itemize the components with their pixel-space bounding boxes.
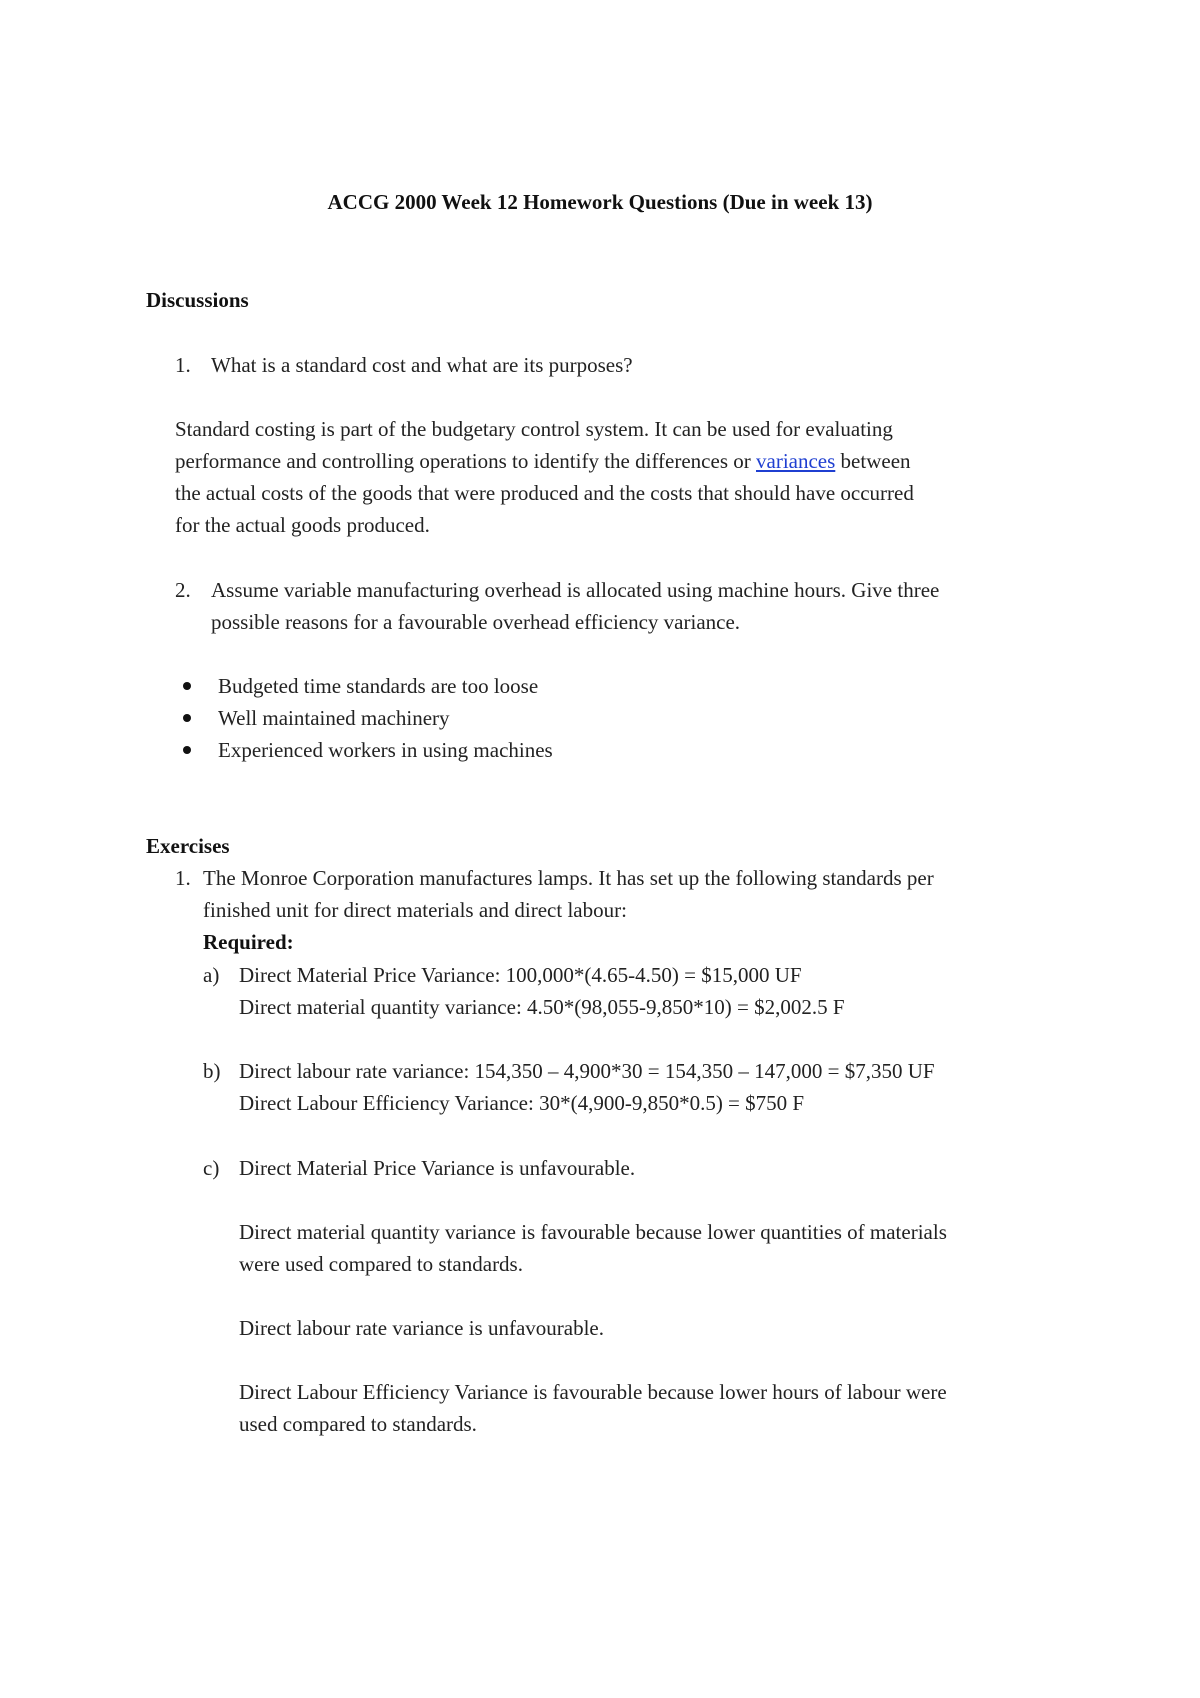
list-item: Experienced workers in using machines [218,738,553,762]
answer-c-line: Direct labour rate variance is unfavourable. [239,1316,604,1340]
required-label: Required: [203,930,294,954]
answer-1-line: Standard costing is part of the budgetary control system. It can be used for evaluating [175,417,893,441]
answer-a-line: Direct material quantity variance: 4.50*(98,055-9,850*10) = $2,002.5 F [239,995,845,1019]
question-2-text: Assume variable manufacturing overhead is allocated using machine hours. Give three [211,578,940,602]
exercise-1-number: 1. [175,866,191,890]
answer-c-line: Direct Labour Efficiency Variance is favourable because lower hours of labour were [239,1380,947,1404]
answer-b-line: Direct Labour Efficiency Variance: 30*(4,900-9,850*0.5) = $750 F [239,1091,805,1115]
question-1-number: 1. [175,353,191,377]
answer-a-label: a) [203,963,220,987]
list-item: Well maintained machinery [218,706,450,730]
answer-1-line: the actual costs of the goods that were produced and the costs that should have occurred [175,481,914,505]
answer-c-line: used compared to standards. [239,1412,477,1436]
question-2-text: possible reasons for a favourable overhead efficiency variance. [211,610,741,634]
page-title: ACCG 2000 Week 12 Homework Questions (Due in week 13) [327,190,873,214]
answer-c-label: c) [203,1156,220,1180]
bullet-icon [183,714,191,722]
answer-a-line: Direct Material Price Variance: 100,000*(4.65-4.50) = $15,000 UF [239,963,802,987]
answer-1-line [175,451,911,472]
bullet-icon [183,746,191,754]
answer-1-line: for the actual goods produced. [175,513,430,537]
discussions-heading: Discussions [146,288,249,312]
variances-link[interactable]: variances [756,449,836,473]
answer-c-line: Direct material quantity variance is favourable because lower quantities of materials [239,1220,947,1244]
answer-b-line: Direct labour rate variance: 154,350 – 4,900*30 = 154,350 – 147,000 = $7,350 UF [239,1059,935,1083]
exercise-1-text: finished unit for direct materials and direct labour: [203,898,627,922]
answer-c-line: were used compared to standards. [239,1252,523,1276]
exercises-heading: Exercises [146,834,230,858]
answer-1-text: performance and controlling operations to identify the differences or [175,449,756,473]
exercise-1-text: The Monroe Corporation manufactures lamps. It has set up the following standards per [203,866,934,890]
answer-b-label: b) [203,1059,221,1083]
bullet-icon [183,682,191,690]
list-item: Budgeted time standards are too loose [218,674,539,698]
answer-1-text: between [835,449,911,473]
answer-c-line: Direct Material Price Variance is unfavourable. [239,1156,636,1180]
question-1-text: What is a standard cost and what are its purposes? [211,353,633,377]
question-2-number: 2. [175,578,191,602]
